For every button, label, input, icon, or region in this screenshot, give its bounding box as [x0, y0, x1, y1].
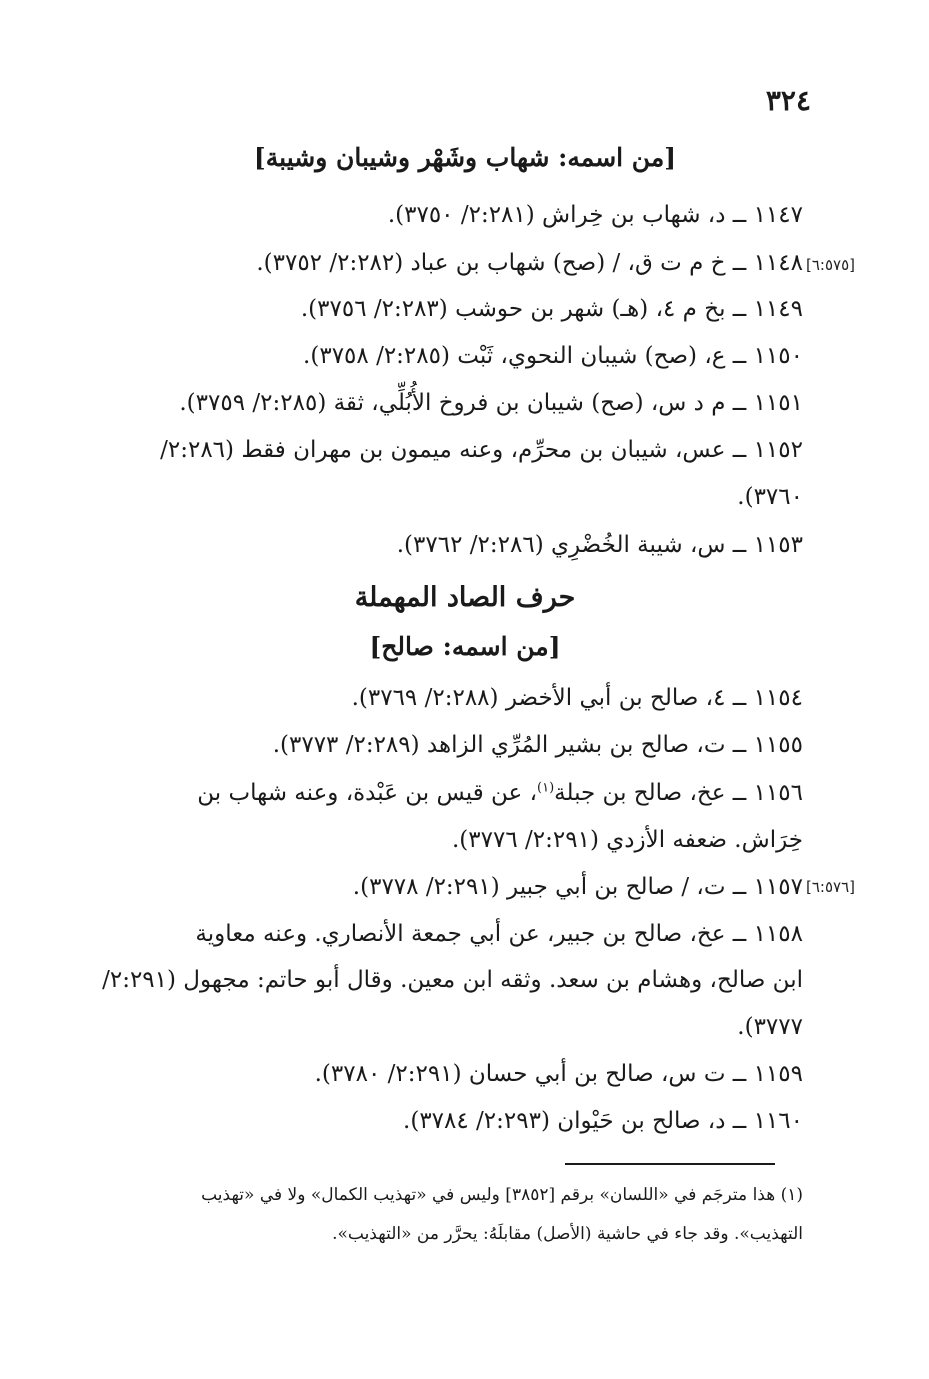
entry-1158-line1: ١١٥٨ ــ عخ، صالح بن جبير، عن أبي جمعة الأنصاري. وعنه معاوية — [195, 921, 803, 947]
entry-1156-text-start: ١١٥٦ ــ عخ، صالح بن جبلة — [554, 780, 803, 806]
entry-1152-line1: ١١٥٢ ــ عس، شيبان بن محرِّم، وعنه ميمون بن مهران فقط (٢:٢٨٦/ — [160, 437, 803, 463]
entry-1156-text-end: ، عن قيس بن عَبْدة، وعنه شهاب بن — [197, 780, 537, 806]
entry-1158-line2: ابن صالح، وهشام بن سعد. وثقه ابن معين. وقال أبو حاتم: مجهول (٢:٢٩١/ — [102, 967, 803, 993]
entry-1147: ١١٤٧ ــ د، شهاب بن خِراش (٢:٢٨١/ ٣٧٥٠). — [387, 202, 803, 228]
entry-1153: ١١٥٣ ــ س، شيبة الخُضْرِي (٢:٢٨٦/ ٣٧٦٢). — [396, 532, 803, 558]
entry-1149: ١١٤٩ ــ بخ م ٤، (هـ) شهر بن حوشب (٢:٢٨٣/ ٣٧٥٦). — [300, 296, 803, 322]
entry-1156-line1 — [90, 776, 803, 810]
entry-1156-line2: خِرَاش. ضعفه الأزدي (٢:٢٩١/ ٣٧٧٦). — [452, 827, 803, 853]
footnote-line1: (١) هذا مترجَم في «اللسان» برقم [٣٨٥٢] وليس في «تهذيب الكمال» ولا في «تهذيب — [201, 1185, 803, 1205]
footnote-line2: التهذيب». وقد جاء في حاشية (الأصل) مقابلَهُ: يحرَّر من «التهذيب». — [332, 1224, 803, 1244]
margin-note-575: [٦:٥٧٥] — [806, 256, 855, 274]
entry-1157: ١١٥٧ ــ ت، / صالح بن أبي جبير (٢:٢٩١/ ٣٧٧٨). — [352, 874, 803, 900]
margin-note-576: [٦:٥٧٦] — [806, 878, 855, 896]
entry-1159: ١١٥٩ ــ ت س، صالح بن أبي حسان (٢:٢٩١/ ٣٧٨٠). — [314, 1061, 803, 1087]
entry-1160: ١١٦٠ ــ د، صالح بن حَيْوان (٢:٢٩٣/ ٣٧٨٤). — [403, 1108, 803, 1134]
entry-1154: ١١٥٤ ــ ٤، صالح بن أبي الأخضر (٢:٢٨٨/ ٣٧٦٩). — [351, 685, 803, 711]
entry-1150: ١١٥٠ ــ ع، (صح) شيبان النحوي، ثَبْت (٢:٢٨٥/ ٣٧٥٨). — [303, 343, 803, 369]
entry-1152-line2: ٣٧٦٠). — [737, 484, 803, 510]
entry-1148: ١١٤٨ ــ خ م ت ق، / (صح) شهاب بن عباد (٢:٢٨٢/ ٣٧٥٢). — [256, 250, 803, 276]
letter-heading-sad: حرف الصاد المهملة — [354, 582, 576, 613]
entry-1151: ١١٥١ ــ م د س، (صح) شيبان بن فروخ الأُبُلِّي، ثقة (٢:٢٨٥/ ٣٧٥٩). — [179, 390, 803, 416]
page-number: ٣٢٤ — [765, 84, 811, 117]
footnote-marker: (١) — [537, 780, 555, 796]
footnote-separator — [565, 1163, 775, 1165]
section-heading-shihab: [من اسمه: شهاب وشَهْر وشيبان وشيبة] — [253, 143, 677, 172]
section-heading-salih: [من اسمه: صالح] — [369, 632, 561, 661]
entry-1155: ١١٥٥ ــ ت، صالح بن بشير المُرِّي الزاهد (٢:٢٨٩/ ٣٧٧٣). — [272, 732, 803, 758]
entry-1158-line3: ٣٧٧٧). — [737, 1014, 803, 1040]
